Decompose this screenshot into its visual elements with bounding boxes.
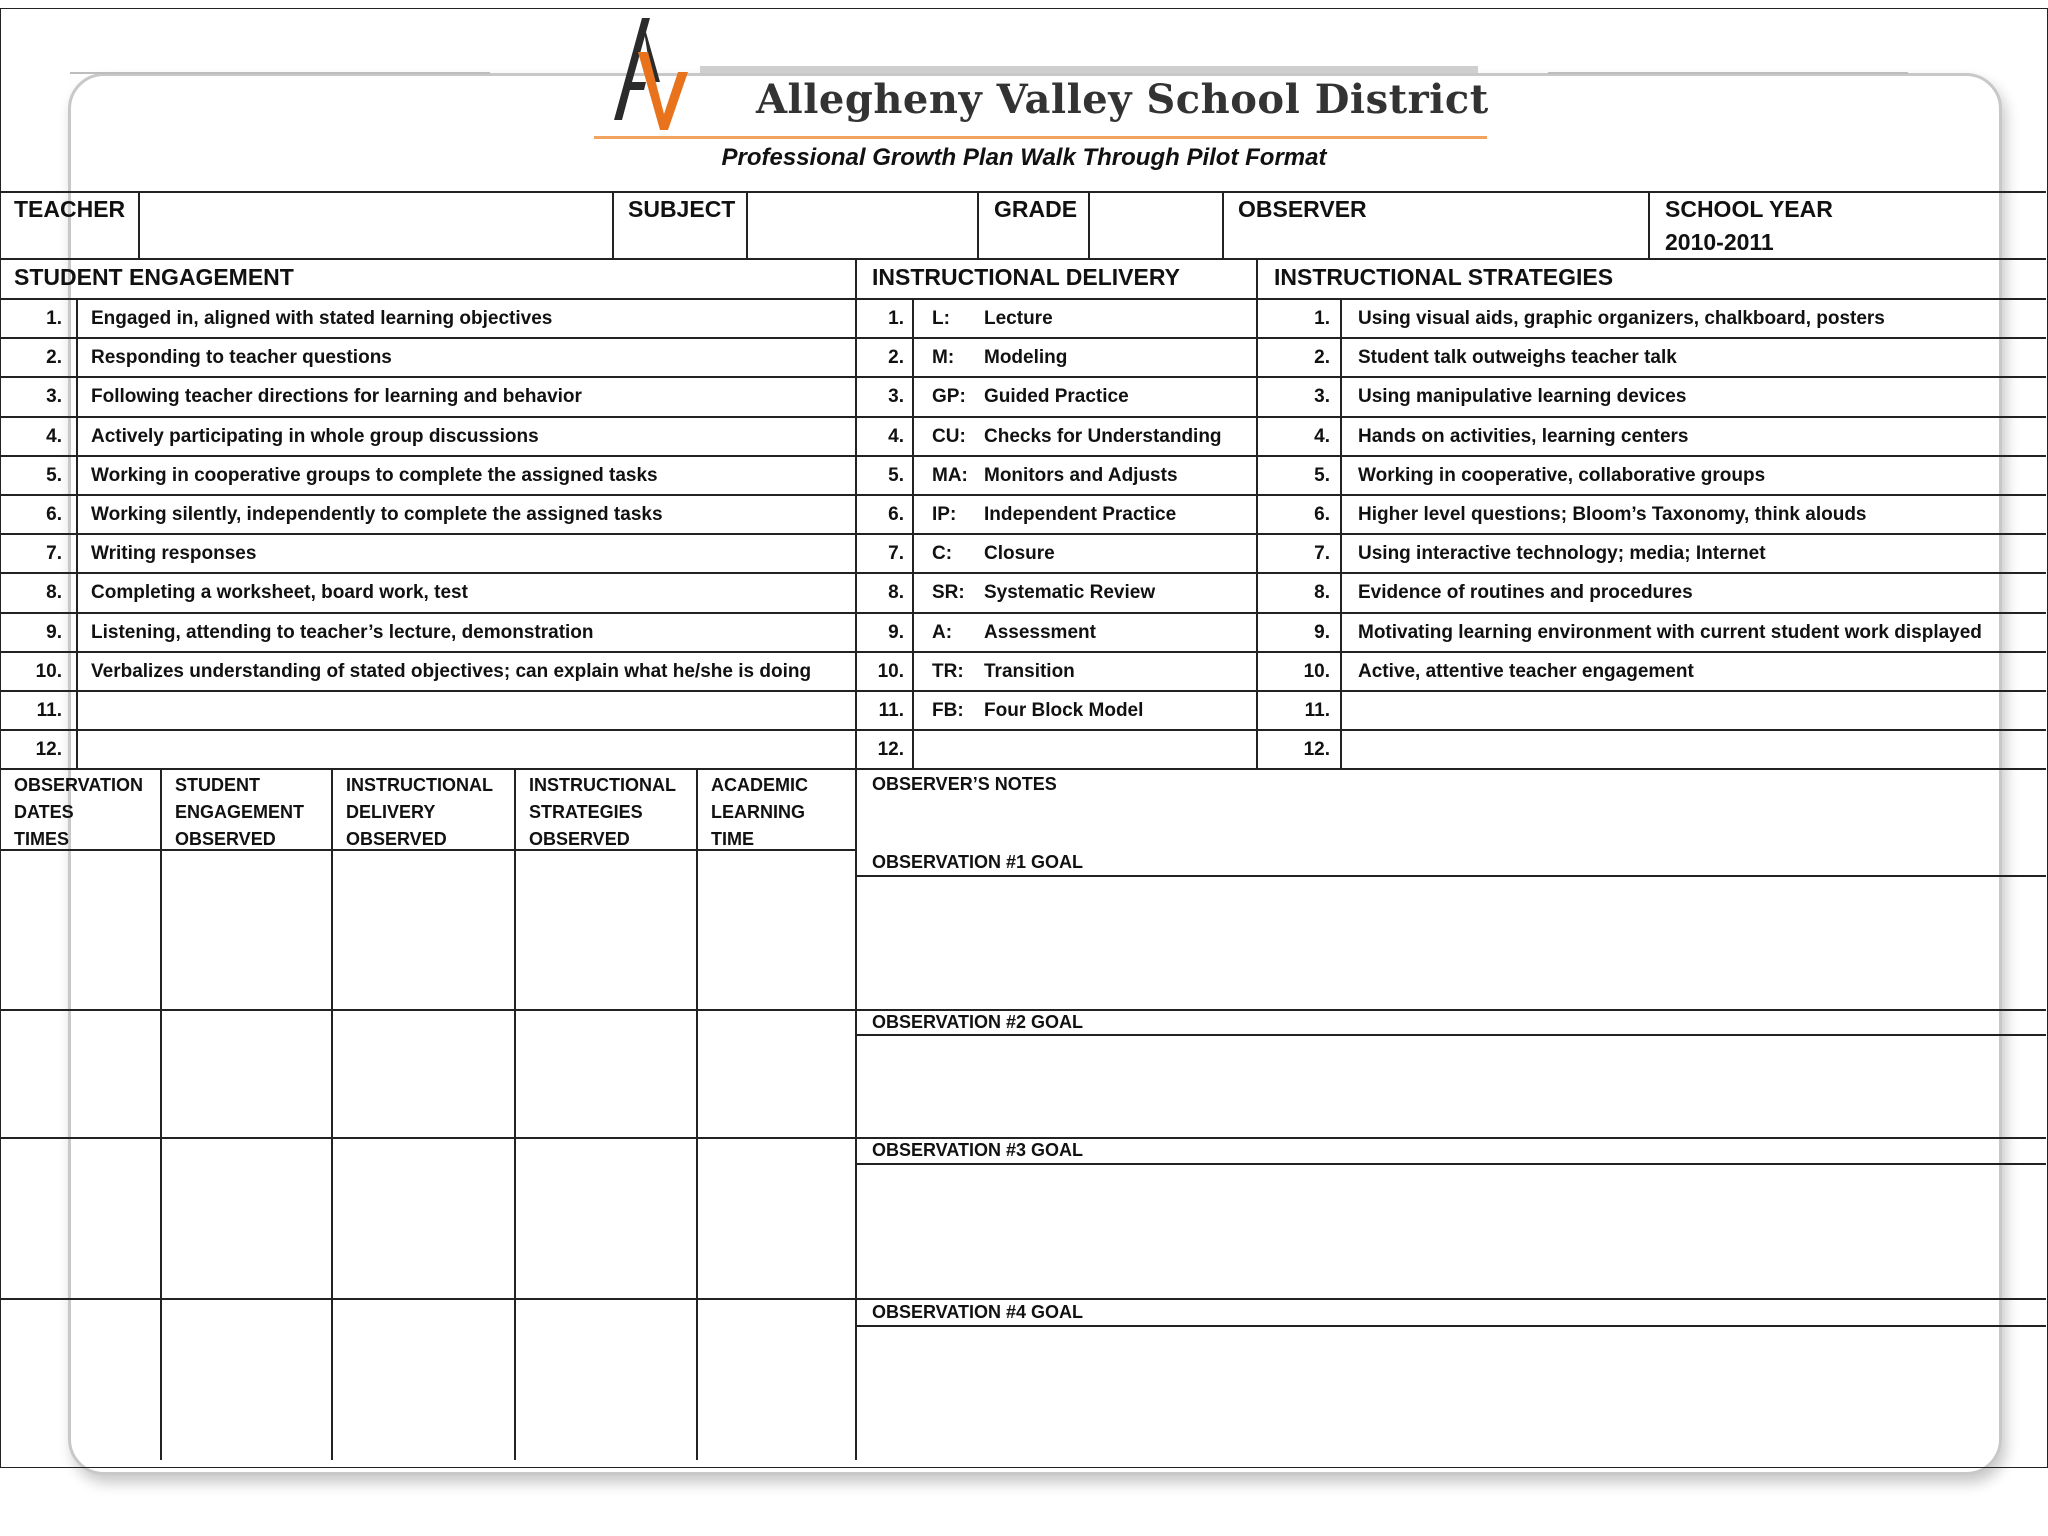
engagement-item-text: Engaged in, aligned with stated learning objectives [91, 308, 553, 329]
observation-goal-label: OBSERVATION #2 GOAL [872, 1012, 1084, 1032]
observation-entry-cell[interactable] [335, 1300, 514, 1458]
strategies-item-number: 5. [1314, 465, 1330, 486]
engagement-item-number: 1. [46, 308, 62, 329]
observation-entry-cell[interactable] [335, 851, 514, 1007]
rule-item-row [0, 690, 2046, 692]
delivery-item-text: Modeling [984, 347, 1068, 368]
engagement-item-number: 5. [46, 465, 62, 486]
engagement-item-number: 4. [46, 426, 62, 447]
rule-item-row [0, 768, 2046, 770]
observation-column-header: STRATEGIES [529, 802, 643, 822]
observation-entry-cell[interactable] [518, 851, 696, 1007]
instructional-delivery-title: INSTRUCTIONAL DELIVERY [872, 264, 1180, 290]
delivery-item-number: 10. [877, 661, 904, 682]
strategies-item-number: 8. [1314, 582, 1330, 603]
delivery-item-code: FB: [932, 700, 964, 721]
engagement-item-text: Responding to teacher questions [91, 347, 392, 368]
strategies-item-text: Using visual aids, graphic organizers, chalkboard, posters [1358, 308, 1885, 329]
engagement-item-text: Listening, attending to teacher’s lecture, demonstration [91, 622, 594, 643]
rule-item-row [0, 455, 2046, 457]
engagement-item-number: 9. [46, 622, 62, 643]
strategies-item-number: 11. [1304, 700, 1330, 721]
engagement-item-text: Working in cooperative groups to complete the assigned tasks [91, 465, 658, 486]
engagement-item-number: 11. [36, 700, 62, 721]
strategies-item-text: Hands on activities, learning centers [1358, 426, 1689, 447]
observation-column-header: LEARNING [711, 802, 805, 822]
strategies-item-number: 1. [1314, 308, 1330, 329]
strategies-item-number: 10. [1303, 661, 1330, 682]
delivery-item-number: 8. [888, 582, 904, 603]
rule-info-col [746, 191, 748, 259]
rule-info-col [612, 191, 614, 259]
observation-column-header: STUDENT [175, 775, 260, 795]
observation-entry-cell[interactable] [518, 1300, 696, 1458]
strategies-item-number: 2. [1314, 347, 1330, 368]
school-year-label: SCHOOL YEAR [1665, 196, 1833, 222]
delivery-item-text: Lecture [984, 308, 1053, 329]
delivery-item-code: M: [932, 347, 955, 368]
delivery-item-code: L: [932, 308, 950, 329]
rule-item-col [76, 298, 78, 769]
observation-goal-field[interactable] [858, 1327, 2044, 1460]
observation-column-header: DATES [14, 802, 74, 822]
delivery-item-code: MA: [932, 465, 968, 486]
rule-item-col [855, 298, 857, 769]
rule-item-row [0, 337, 2046, 339]
engagement-item-number: 10. [35, 661, 62, 682]
delivery-item-number: 7. [888, 543, 904, 564]
grade-field[interactable] [1092, 193, 1222, 257]
subject-label: SUBJECT [628, 196, 736, 222]
strategies-item-text: Higher level questions; Bloom’s Taxonomy, think alouds [1358, 504, 1867, 525]
delivery-item-text: Systematic Review [984, 582, 1156, 603]
delivery-item-number: 1. [888, 308, 904, 329]
delivery-item-text: Independent Practice [984, 504, 1177, 525]
strategies-item-text: Working in cooperative, collaborative groups [1358, 465, 1766, 486]
delivery-item-number: 4. [888, 426, 904, 447]
delivery-item-code: GP: [932, 386, 966, 407]
strategies-item-text: Evidence of routines and procedures [1358, 582, 1693, 603]
rule-obs-col [331, 768, 333, 1460]
delivery-item-number: 12. [877, 739, 904, 760]
delivery-item-text: Monitors and Adjusts [984, 465, 1178, 486]
student-engagement-title: STUDENT ENGAGEMENT [14, 264, 294, 290]
observer-notes-label: OBSERVER’S NOTES [872, 774, 1057, 794]
delivery-item-number: 2. [888, 347, 904, 368]
grade-label: GRADE [994, 196, 1078, 222]
delivery-item-number: 5. [888, 465, 904, 486]
strategies-item-text: Using manipulative learning devices [1358, 386, 1687, 407]
observation-entry-cell[interactable] [2, 851, 160, 1007]
delivery-item-number: 3. [888, 386, 904, 407]
delivery-item-code: CU: [932, 426, 966, 447]
delivery-item-code: TR: [932, 661, 964, 682]
observation-column-header: ENGAGEMENT [175, 802, 305, 822]
rule-item-row [0, 533, 2046, 535]
rule-item-row [0, 376, 2046, 378]
observation-goal-field[interactable] [858, 877, 2044, 1009]
observation-column-header: OBSERVED [175, 829, 276, 849]
strategies-item-text: Motivating learning environment with current student work displayed [1358, 622, 1982, 643]
subject-field[interactable] [750, 193, 975, 257]
rule-item-row [0, 612, 2046, 614]
observation-goal-label: OBSERVATION #4 GOAL [872, 1302, 1084, 1322]
observation-column-header: OBSERVED [529, 829, 630, 849]
rule-item-row [0, 572, 2046, 574]
delivery-item-number: 11. [878, 700, 904, 721]
engagement-item-text: Actively participating in whole group discussions [91, 426, 539, 447]
rule-section-titles [0, 298, 2046, 300]
delivery-item-text: Assessment [984, 622, 1096, 643]
delivery-item-text: Guided Practice [984, 386, 1129, 407]
observer-label: OBSERVER [1238, 196, 1367, 222]
strategies-item-text: Active, attentive teacher engagement [1358, 661, 1694, 682]
observation-goal-field[interactable] [858, 1165, 2044, 1298]
observation-column-header: OBSERVED [346, 829, 447, 849]
observation-column-header: ACADEMIC [711, 775, 808, 795]
observation-entry-cell[interactable] [700, 851, 853, 1007]
observation-column-header: DELIVERY [346, 802, 436, 822]
strategies-item-text: Using interactive technology; media; Internet [1358, 543, 1766, 564]
observation-entry-cell[interactable] [335, 1011, 514, 1135]
school-year-value: 2010-2011 [1665, 229, 1774, 255]
observation-entry-cell[interactable] [2, 1011, 160, 1135]
rule-info-col [1222, 191, 1224, 259]
rule-info-col [1648, 191, 1650, 259]
delivery-item-text: Checks for Understanding [984, 426, 1222, 447]
observation-entry-cell[interactable] [335, 1139, 514, 1296]
observation-column-header: TIMES [14, 829, 70, 849]
engagement-item-text: Working silently, independently to complete the assigned tasks [91, 504, 663, 525]
form-subtitle: Professional Growth Plan Walk Through Pilot Format [721, 144, 1327, 171]
engagement-item-number: 6. [46, 504, 62, 525]
rule-item-col [912, 298, 914, 769]
rule-info-bottom [0, 258, 2046, 260]
observation-column-header: OBSERVATION [14, 775, 144, 795]
strategies-item-number: 9. [1314, 622, 1330, 643]
delivery-item-code: C: [932, 543, 953, 564]
rule-item-row [0, 729, 2046, 731]
delivery-item-text: Closure [984, 543, 1055, 564]
observation-entry-cell[interactable] [2, 1300, 160, 1458]
observation-entry-cell[interactable] [700, 1011, 853, 1135]
observation-entry-cell[interactable] [518, 1139, 696, 1296]
observation-goal-label: OBSERVATION #1 GOAL [872, 852, 1084, 872]
delivery-item-text: Four Block Model [984, 700, 1144, 721]
rule-obs-col [696, 768, 698, 1460]
strategies-item-number: 7. [1314, 543, 1330, 564]
engagement-item-number: 12. [35, 739, 62, 760]
observation-entry-cell[interactable] [164, 1300, 331, 1458]
delivery-item-text: Transition [984, 661, 1075, 682]
engagement-item-text: Writing responses [91, 543, 257, 564]
strategies-item-number: 3. [1314, 386, 1330, 407]
delivery-item-number: 9. [888, 622, 904, 643]
rule-item-row [0, 416, 2046, 418]
observation-column-header: INSTRUCTIONAL [529, 775, 676, 795]
observation-entry-cell[interactable] [518, 1011, 696, 1135]
strategies-item-number: 12. [1303, 739, 1330, 760]
delivery-item-code: A: [932, 622, 953, 643]
engagement-item-number: 2. [46, 347, 62, 368]
observation-entry-cell[interactable] [164, 851, 331, 1007]
engagement-item-text: Following teacher directions for learning and behavior [91, 386, 582, 407]
engagement-item-text: Completing a worksheet, board work, test [91, 582, 468, 603]
observation-entry-cell[interactable] [700, 1300, 853, 1458]
observation-entry-cell[interactable] [164, 1011, 331, 1135]
rule-item-col [1256, 298, 1258, 769]
teacher-label: TEACHER [14, 196, 126, 222]
observation-goal-label: OBSERVATION #3 GOAL [872, 1140, 1084, 1160]
engagement-item-number: 7. [46, 543, 62, 564]
observation-entry-cell[interactable] [164, 1139, 331, 1296]
observation-goal-field[interactable] [858, 1036, 2044, 1137]
strategies-item-number: 6. [1314, 504, 1330, 525]
observation-entry-cell[interactable] [700, 1139, 853, 1296]
rule-obs-col [160, 768, 162, 1460]
teacher-field[interactable] [140, 193, 610, 257]
rule-section-split [1256, 258, 1258, 300]
delivery-item-code: IP: [932, 504, 957, 525]
district-name: Allegheny Valley School District [756, 76, 1489, 123]
engagement-item-number: 8. [46, 582, 62, 603]
delivery-item-number: 6. [888, 504, 904, 525]
observation-column-header: TIME [711, 829, 754, 849]
delivery-item-code: SR: [932, 582, 965, 603]
strategies-item-number: 4. [1314, 426, 1330, 447]
rule-info-col [1088, 191, 1090, 259]
engagement-item-number: 3. [46, 386, 62, 407]
engagement-item-text: Verbalizes understanding of stated objectives; can explain what he/she is doing [91, 661, 812, 682]
rule-obs-notes-split [855, 768, 857, 1460]
observation-column-header: INSTRUCTIONAL [346, 775, 493, 795]
rule-section-split [855, 258, 857, 300]
rule-item-col [1340, 298, 1342, 769]
rule-obs-col [514, 768, 516, 1460]
rule-item-row [0, 651, 2046, 653]
strategies-item-text: Student talk outweighs teacher talk [1358, 347, 1677, 368]
rule-info-col [977, 191, 979, 259]
rule-item-row [0, 494, 2046, 496]
observation-entry-cell[interactable] [2, 1139, 160, 1296]
instructional-strategies-title: INSTRUCTIONAL STRATEGIES [1274, 264, 1614, 290]
